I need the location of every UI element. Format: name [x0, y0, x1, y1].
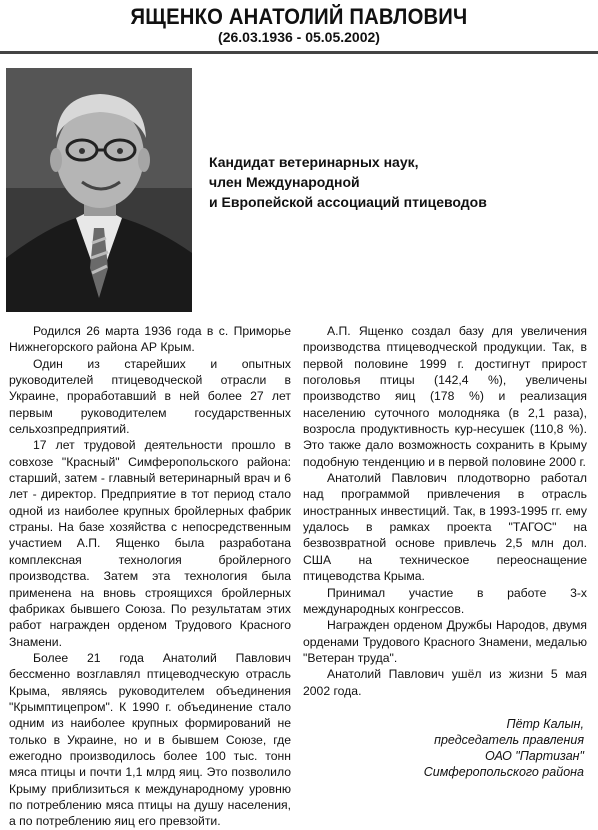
credentials [209, 152, 569, 212]
paragraph: Анатолий Павлович ушёл из жизни 5 мая 2002 года. [303, 667, 587, 698]
portrait-image [6, 68, 192, 312]
page-title: ЯЩЕНКО АНАТОЛИЙ ПАВЛОВИЧ [130, 4, 468, 29]
signature-block [284, 716, 584, 780]
header-divider [0, 51, 598, 54]
credentials-line-3: и Европейской ассоциаций птицеводов [209, 194, 487, 210]
left-column [9, 323, 291, 830]
signature-name: Пётр Калын, [506, 717, 584, 731]
right-column [303, 323, 587, 699]
credentials-line-2: член Международной [209, 174, 360, 190]
paragraph: Анатолий Павлович плодотворно работал над программой привлечения в отрасль иностранных инвестиций. Так, в 1993-1995 гг. ему удалось в рамках проекта "ТАГОС" на безвозвратной основе привлечь 2,5 млн дол. США на техническое переоснащение птицеводства Крыма. [303, 471, 587, 584]
credentials-line-1: Кандидат ветеринарных наук, [209, 154, 419, 170]
paragraph: Награжден орденом Дружбы Народов, двумя орденами Трудового Красного Знамени, медалью "Ветеран труда". [303, 618, 587, 665]
paragraph: Один из старейших и опытных руководителей птицеводческой отрасли в Украине, проработавший в ней более 27 лет первым руководителем государственных сельхозпредприятий. [9, 356, 291, 437]
portrait-photo [6, 68, 192, 312]
paragraph: Более 21 года Анатолий Павлович бессменно возглавлял птицеводческую отрасль Крыма, являясь руководителем объединения "Крымптицепром". К 1990 г. объединение стало одним из наиболее крупных формирований не только в Украине, но и в бывшем Союзе, где ежегодно производилось более 100 тыс. тонн мяса птицы и почти 1,1 млрд яиц. Это позволило Крыму приблизиться к международному уровню по потреблению мяса птицы на душу населения, а по потреблению яиц его превзойти. [9, 650, 291, 829]
paragraph: Родился 26 марта 1936 года в с. Приморье Нижнегорского района АР Крым. [9, 324, 291, 355]
signature-region: Симферопольского района [423, 765, 584, 779]
life-dates: (26.03.1936 - 05.05.2002) [218, 29, 380, 45]
paragraph: Принимал участие в работе 3-х международных конгрессов. [303, 585, 587, 616]
signature-role: председатель правления [434, 733, 584, 747]
paragraph: 17 лет трудовой деятельности прошло в совхозе "Красный" Симферопольского района: старший, затем - главный ветеринарный врач и 6 лет - директор. Предприятие в тот период стало одной из наиболее крупных бройлерных фабрик страны. На базе хозяйства с непосредственным участием А.П. Ященко была разработана комплексная технология бройлерного производства. Затем эта технология была применена на вновь строящихся бройлерных фабриках бывшего Союза. По результатам этих работ награжден орденом Трудового Красного Знамени. [9, 438, 291, 649]
signature-org: ОАО "Партизан" [485, 749, 584, 763]
paragraph: А.П. Ященко создал базу для увеличения производства птицеводческой продукции. Так, в первой половине 1999 г. достигнут прирост поголовья птицы (142,4 %), увеличены производство яиц (178 %) и реализация населению суточного молодняка (в 2,1 раза), возросла продуктивность кур-несушек (110,8 %). Это также дало возможность сохранить в Крыму подобную тенденцию и в первой половине 2000 г. [303, 324, 587, 469]
